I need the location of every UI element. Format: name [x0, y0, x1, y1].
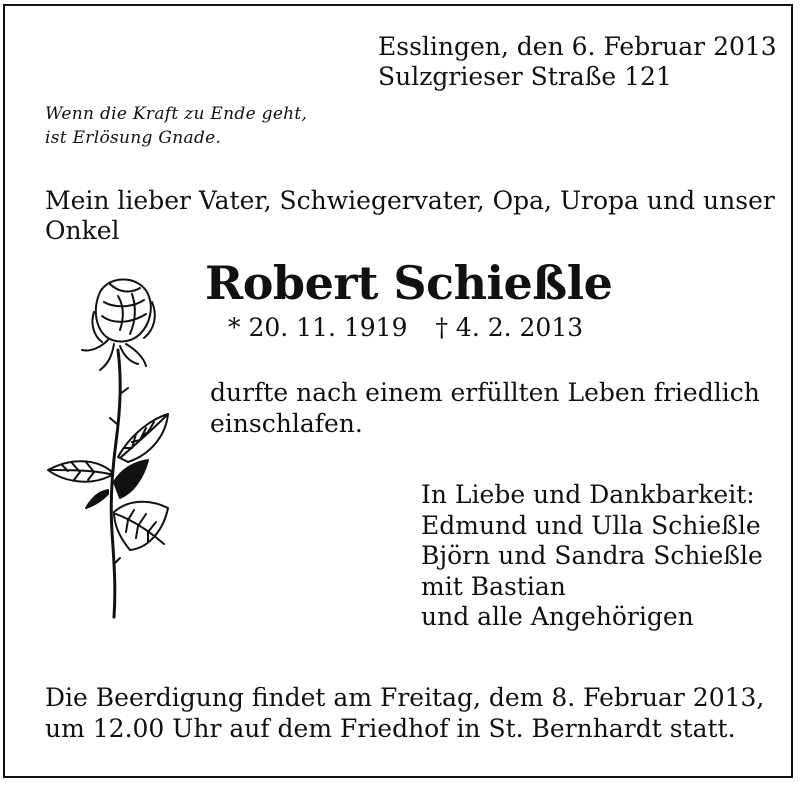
- address: Sulzgrieser Straße 121: [378, 62, 672, 91]
- family-line: Edmund und Ulla Schießle: [421, 510, 761, 540]
- funeral-line-1: Die Beerdigung findet am Freitag, dem 8. Februar 2013,: [45, 683, 765, 712]
- intro-block: [45, 186, 775, 246]
- motto-line-1: Wenn die Kraft zu Ende geht,: [45, 104, 308, 124]
- family-line: mit Bastian: [421, 571, 566, 601]
- funeral-line-2: um 12.00 Uhr auf dem Friedhof in St. Bernhardt statt.: [45, 714, 736, 743]
- family-block: [421, 480, 763, 633]
- deceased-name: Robert Schießle: [205, 256, 613, 310]
- family-line: Björn und Sandra Schießle: [421, 541, 763, 570]
- place-date: Esslingen, den 6. Februar 2013: [378, 32, 777, 61]
- motto-line-2: ist Erlösung Gnade.: [45, 128, 222, 148]
- birth-date: * 20. 11. 1919: [228, 313, 408, 342]
- death-date: † 4. 2. 2013: [435, 313, 584, 342]
- funeral-block: [45, 682, 764, 744]
- message-block: [210, 377, 760, 439]
- intro-line-1: Mein lieber Vater, Schwiegervater, Opa, Uropa und unser: [45, 186, 775, 215]
- life-dates: [228, 313, 583, 343]
- family-line: In Liebe und Dankbarkeit:: [421, 480, 755, 509]
- motto-block: [45, 102, 307, 150]
- message-line-1: durfte nach einem erfüllten Leben friedlich: [210, 378, 760, 407]
- header-block: [378, 32, 777, 92]
- family-line: und alle Angehörigen: [421, 602, 694, 631]
- intro-line-2: Onkel: [45, 216, 120, 245]
- rose-icon: [40, 272, 180, 622]
- message-line-2: einschlafen.: [210, 409, 363, 438]
